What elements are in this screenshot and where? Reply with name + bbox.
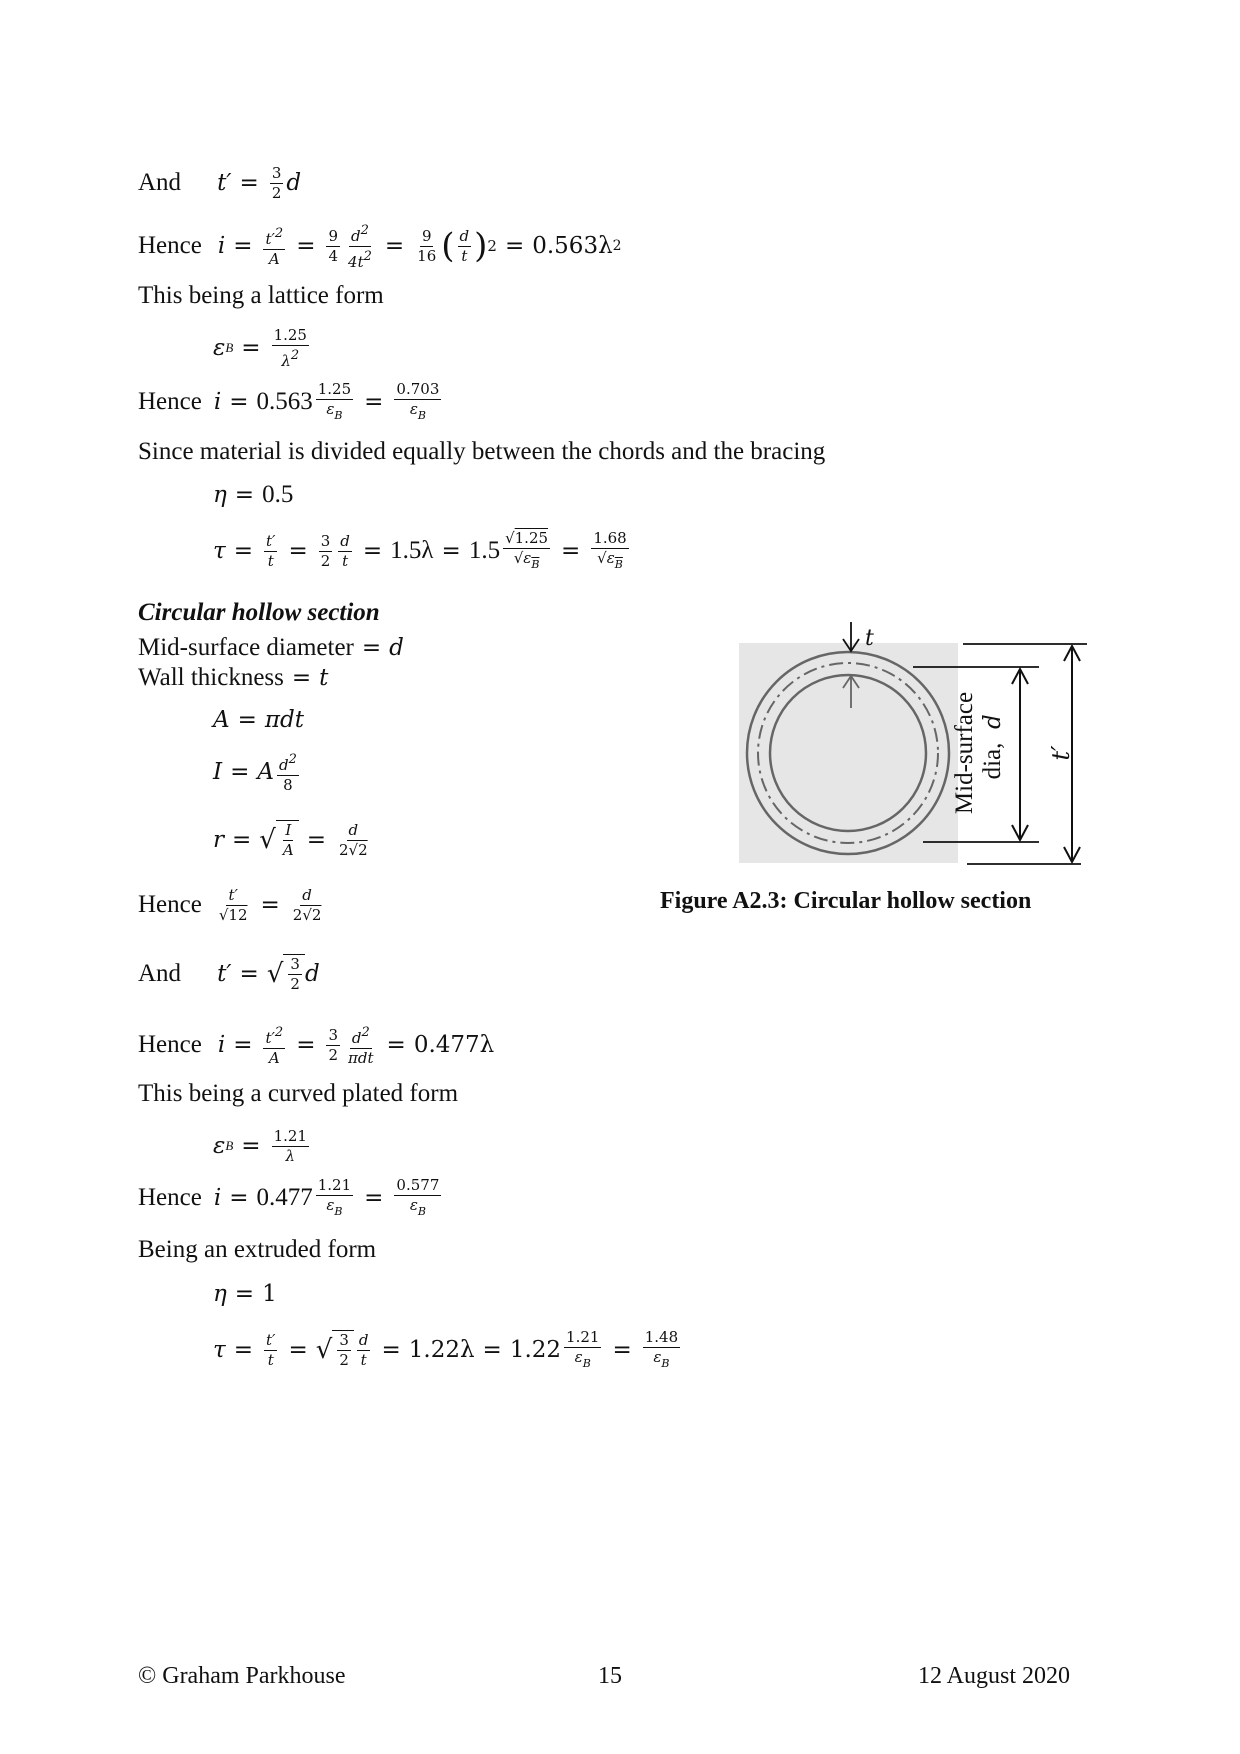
eq-ratio: Hence $\frac{t'}{√12}$ = $\frac{d}{2√2}$ [138, 885, 322, 924]
wall-definition: Wall thickness = t [138, 664, 329, 691]
label-dia: dia, [979, 742, 1006, 780]
eq-tprime-lattice: And t′ = $\frac{3}{2}$ d [138, 163, 302, 202]
section-heading: Circular hollow section [138, 599, 380, 626]
eq-epsilon-lattice: ε B = $\frac{1.25}{\lambda 2}$ [213, 325, 307, 370]
and-label: And [138, 169, 182, 196]
footer-page-number: 15 [598, 1663, 622, 1689]
circular-hollow-section-figure [720, 615, 1120, 875]
hence-label: Hence [138, 232, 202, 259]
footer-copyright: © Graham Parkhouse [138, 1663, 346, 1689]
eq-i-chs: Hence i = $\frac{t'2}{A}$ = $\frac{3}{2}$ $\frac{d2}{\text{πdt}}$ = 0.477λ [138, 1024, 495, 1067]
eq-area: A = πdt [213, 707, 304, 733]
eq-eta-chs: η = 1 [213, 1281, 277, 1307]
fraction: $\frac{3}{2}$ [271, 163, 282, 202]
eq-eta-lattice: η = 0.5 [213, 481, 294, 508]
figure-caption: Figure A2.3: Circular hollow section [660, 888, 1032, 914]
material-text: Since material is divided equally between the chords and the bracing [138, 438, 826, 465]
curved-form-text: This being a curved plated form [138, 1080, 459, 1107]
eq-tprime-chs: And t′ = √ $\frac{3}{2}$ d [138, 955, 320, 993]
eq-tau-lattice: τ = $\frac{t'}{t}$ = $\frac{3}{2}$ $\frac{d}{t}$ = 1.5λ = 1.5 $\frac{√1.25}{√\varepsilon_B}$ = $\frac{1.68}{√\varepsilon_B}$ [213, 528, 627, 571]
label-mid-surface: Mid-surface [951, 691, 978, 815]
math-var: t′ [217, 170, 232, 196]
eq-epsilon-chs: ε B = $\frac{1.21}{\lambda}$ [213, 1126, 307, 1165]
label-tprime: t′ [1047, 745, 1075, 761]
eq-i2-lattice: Hence i = 0.563 $\frac{1.25}{\varepsilon_B}$ = $\frac{0.703}{\varepsilon_B}$ [138, 379, 440, 422]
eq-inertia: I = A $\frac{d2}{8}$ [213, 751, 297, 794]
diameter-definition: Mid-surface diameter = d [138, 634, 404, 661]
extruded-form-text: Being an extruded form [138, 1236, 377, 1263]
label-dia-var: d [980, 714, 1006, 729]
label-t: t [865, 626, 874, 651]
lattice-form-text: This being a lattice form [138, 282, 384, 309]
footer-date: 12 August 2020 [918, 1663, 1071, 1689]
eq-i-lattice: Hence i = $\frac{t'2}{A}$ = $\frac{9}{4}$ $\frac{d2}{4t2}$ = $\frac{9}{16}$ ( $\frac{d}{t}$ ) 2 = 0.563λ 2 [138, 222, 622, 271]
eq-i2-chs: Hence i = 0.477 $\frac{1.21}{\varepsilon_B}$ = $\frac{0.577}{\varepsilon_B}$ [138, 1175, 440, 1218]
eq-tau-chs: τ = $\frac{t'}{t}$ = √ $\frac{3}{2}$ $\frac{d}{t}$ = 1.22λ = 1.22 $\frac{1.21}{\varepsilon_B}$ = $\frac{1.48}{\varepsilon_B}$ [213, 1327, 679, 1370]
eq-radius: r = √ $\frac{I}{A}$ = $\frac{d}{2√2}$ [213, 820, 368, 859]
